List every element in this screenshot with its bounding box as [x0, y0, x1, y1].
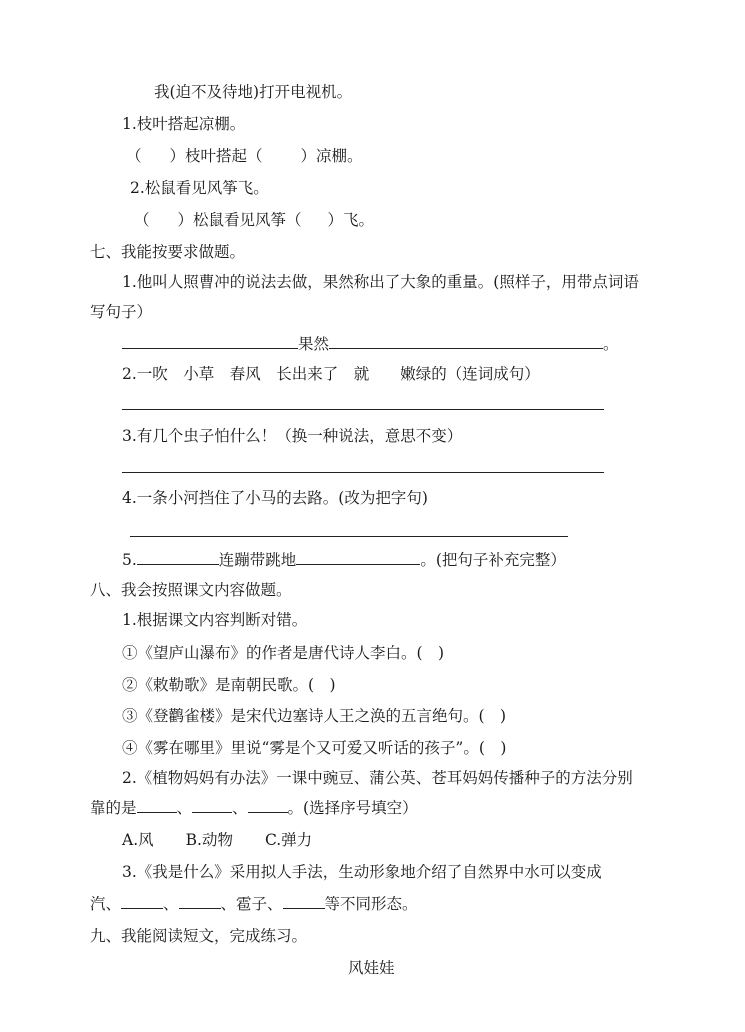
- answer-line: [122, 472, 604, 473]
- answer-blank: [122, 334, 298, 349]
- q-text: 连蹦带跳地: [218, 551, 297, 569]
- fill-text-end: ）飞。: [327, 211, 375, 229]
- sep: 、: [176, 799, 193, 817]
- fill-text-end: ）凉棚。: [300, 147, 363, 165]
- answer-blank: [179, 894, 221, 909]
- q8-3-line-b: [90, 894, 418, 914]
- answer-line: [122, 409, 604, 410]
- q-end: 。(选择序号填空）: [287, 799, 418, 817]
- keyword: 果然: [298, 335, 330, 353]
- answer-blank: [248, 798, 288, 813]
- q-end: 等不同形态。: [324, 895, 418, 913]
- q7-2: 2.一吹 小草 春风 长出来了 就 嫩绿的（连词成句）: [122, 365, 540, 383]
- q7-1-line-b: 写句子）: [90, 303, 153, 321]
- q-num: 5.: [122, 551, 137, 569]
- option-a: A.风: [122, 831, 154, 849]
- section-7-heading: 七、我能按要求做题。: [90, 243, 246, 261]
- answer-blank: [137, 798, 177, 813]
- q-text: 靠的是: [90, 799, 137, 817]
- q8-1: 1.根据课文内容判断对错。: [122, 611, 308, 629]
- q-end: 。(把句子补充完整）: [420, 551, 566, 569]
- q7-3: 3.有几个虫子怕什么！（换一种说法，意思不变）: [122, 427, 463, 445]
- fill-text: ）枝叶搭起（: [169, 147, 263, 165]
- item-1-sentence: 1.枝叶搭起凉棚。: [122, 115, 246, 133]
- q7-5: [122, 550, 566, 570]
- sentence-example: 我(迫不及待地)打开电视机。: [154, 83, 353, 101]
- item-2-sentence: 2.松鼠看见风筝飞。: [130, 179, 269, 197]
- sep: 、: [163, 895, 179, 913]
- section-9-heading: 九、我能阅读短文，完成练习。: [90, 927, 308, 945]
- judge-3: ③《登鹳雀楼》是宋代边塞诗人王之涣的五言绝句。( ): [122, 707, 507, 725]
- option-b: B.动物: [185, 831, 233, 849]
- sep: 、: [232, 799, 248, 817]
- paren-open: （: [134, 211, 150, 229]
- section-8-heading: 八、我会按照课文内容做题。: [90, 581, 292, 599]
- q7-4: 4.一条小河挡住了小马的去路。(改为把字句): [122, 489, 428, 507]
- option-c: C.弹力: [264, 831, 313, 849]
- fill-text: ）松鼠看见风筝（: [177, 211, 302, 229]
- judge-1: ①《望庐山瀑布》的作者是唐代诗人李白。( ): [122, 644, 445, 662]
- answer-blank: [296, 550, 420, 565]
- answer-blank: [137, 550, 219, 565]
- judge-4: ④《雾在哪里》里说“雾是个又可爱又听话的孩子”。( ): [122, 739, 507, 757]
- item-1-fill: [126, 146, 363, 166]
- answer-blank: [329, 334, 603, 349]
- item-2-fill: [134, 210, 374, 230]
- q-text: 汽、: [90, 895, 122, 913]
- q8-3-line-a: 3.《我是什么》采用拟人手法，生动形象地介绍了自然界中水可以变成: [122, 863, 602, 881]
- answer-blank: [283, 894, 325, 909]
- answer-blank: [121, 894, 163, 909]
- q7-1-line-a: 1.他叫人照曹冲的说法去做，果然称出了大象的重量。(照样子，用带点词语: [122, 273, 639, 291]
- passage-title: 风娃娃: [348, 959, 395, 977]
- q7-1-answer: [122, 334, 619, 354]
- q8-2-line-a: 2.《植物妈妈有办法》一课中豌豆、蒲公英、苍耳妈妈传播种子的方法分别: [122, 769, 633, 787]
- period: 。: [603, 335, 619, 353]
- judge-2: ②《敕勒歌》是南朝民歌。( ): [122, 676, 336, 694]
- q-text: 、雹子、: [220, 895, 283, 913]
- paren-open: （: [126, 147, 142, 165]
- answer-blank: [192, 798, 232, 813]
- answer-line: [130, 536, 568, 537]
- q8-2-line-b: [90, 798, 418, 818]
- q8-2-options: [122, 830, 312, 850]
